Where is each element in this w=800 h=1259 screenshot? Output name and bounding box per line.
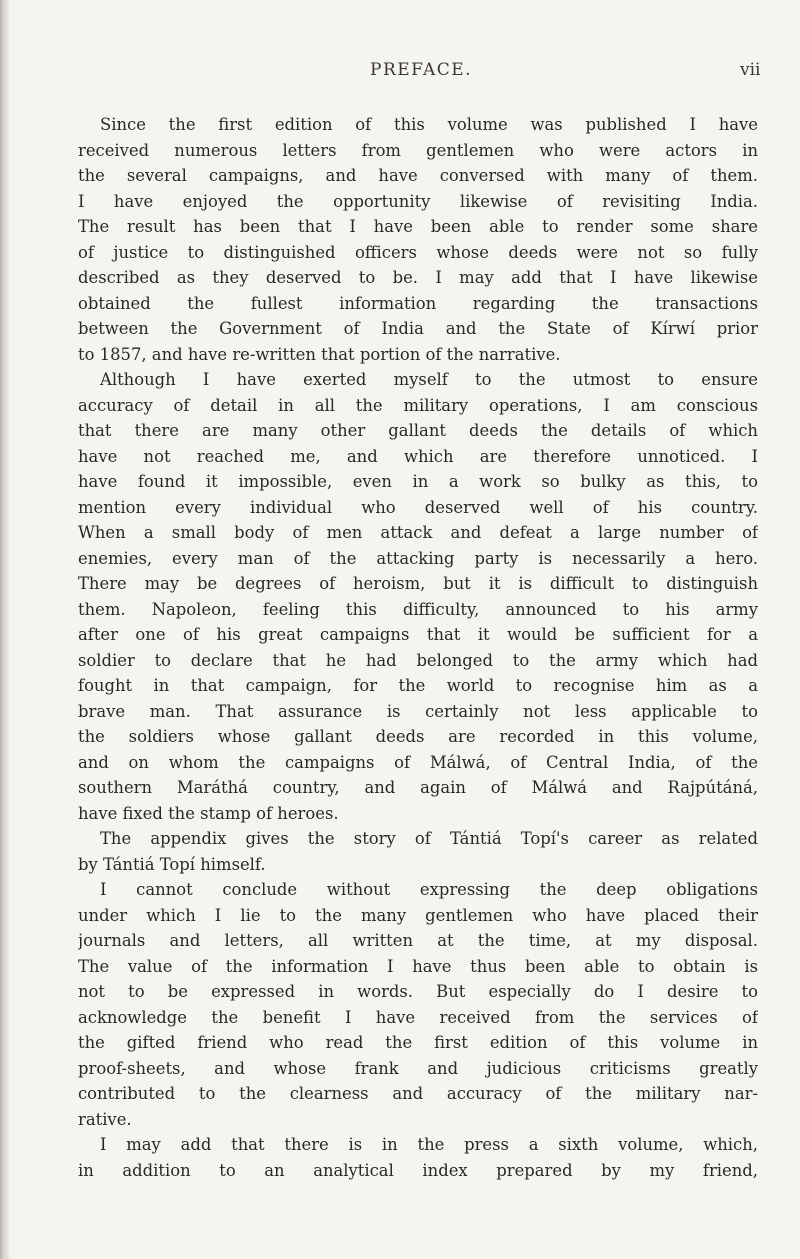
text-line: enemies, every man of the attacking party is necessarily a hero. [78, 548, 758, 568]
page-number: vii [740, 60, 761, 80]
text-line: acknowledge the benefit I have received from the services of [78, 1007, 758, 1027]
text-line: have found it impossible, even in a work so bulky as this, to [78, 472, 758, 491]
text-line: that there are many other gallant deeds the details of which [78, 421, 758, 440]
text-line: described as they deserved to be. I may add that I have likewise [78, 268, 758, 287]
text-line: fought in that campaign, for the world to recognise him as a [78, 676, 758, 695]
page-spine-shadow [0, 0, 9, 1259]
text-line: The value of the information I have thus been able to obtain is [78, 956, 758, 976]
text-line: the soldiers whose gallant deeds are recorded in this volume, [78, 727, 758, 746]
text-line: obtained the fullest information regarding the transactions [78, 293, 758, 313]
text-line: accuracy of detail in all the military operations, I am conscious [78, 395, 758, 415]
text-line: I have enjoyed the opportunity likewise of revisiting India. [78, 191, 758, 211]
text-line: When a small body of men attack and defeat a large number of [78, 523, 758, 542]
text-line: I cannot conclude without expressing the deep obligations [100, 880, 758, 899]
text-line: The result has been that I have been able to render some share [78, 217, 758, 236]
text-line: Since the first edition of this volume was published I have [100, 115, 758, 134]
text-line: contributed to the clearness and accuracy of the military nar- [78, 1084, 758, 1103]
text-line: by Tántiá Topí himself. [78, 854, 266, 874]
text-line: and on whom the campaigns of Málwá, of Central India, of the [78, 752, 758, 772]
text-line: in addition to an analytical index prepared by my friend, [78, 1160, 758, 1180]
text-line: of justice to distinguished officers whose deeds were not so fully [78, 242, 758, 262]
text-line: brave man. That assurance is certainly not less applicable to [78, 701, 758, 721]
text-line: There may be degrees of heroism, but it is difficult to distinguish [78, 574, 758, 593]
page-title: PREFACE. [370, 60, 473, 80]
text-line: rative. [78, 1109, 132, 1129]
text-line: mention every individual who deserved well of his country. [78, 497, 758, 517]
text-line: southern Maráthá country, and again of Málwá and Rajpútáná, [78, 778, 758, 797]
text-line: under which I lie to the many gentlemen who have placed their [78, 905, 758, 925]
preface-body [78, 112, 758, 1183]
text-line: received numerous letters from gentlemen who were actors in [78, 140, 758, 160]
text-line: not to be expressed in words. But especially do I desire to [78, 982, 758, 1001]
text-line: after one of his great campaigns that it would be sufficient for a [78, 625, 758, 644]
text-line: soldier to declare that he had belonged to the army which had [78, 650, 758, 670]
text-line: proof-sheets, and whose frank and judicious criticisms greatly [78, 1058, 758, 1078]
text-line: the gifted friend who read the first edition of this volume in [78, 1033, 758, 1052]
text-line: journals and letters, all written at the time, at my disposal. [78, 931, 758, 950]
text-line: have fixed the stamp of heroes. [78, 803, 339, 823]
text-line: Although I have exerted myself to the utmost to ensure [100, 370, 758, 389]
text-line: The appendix gives the story of Tántiá Topí's career as related [100, 829, 758, 848]
text-line: the several campaigns, and have conversed with many of them. [78, 166, 758, 185]
text-line: between the Government of India and the State of Kírwí prior [78, 319, 758, 338]
text-line: I may add that there is in the press a sixth volume, which, [100, 1135, 758, 1154]
text-line: to 1857, and have re-written that portion of the narrative. [78, 344, 561, 364]
running-head [0, 60, 800, 86]
text-line: them. Napoleon, feeling this difficulty, announced to his army [78, 599, 758, 619]
text-line: have not reached me, and which are therefore unnoticed. I [78, 446, 758, 466]
